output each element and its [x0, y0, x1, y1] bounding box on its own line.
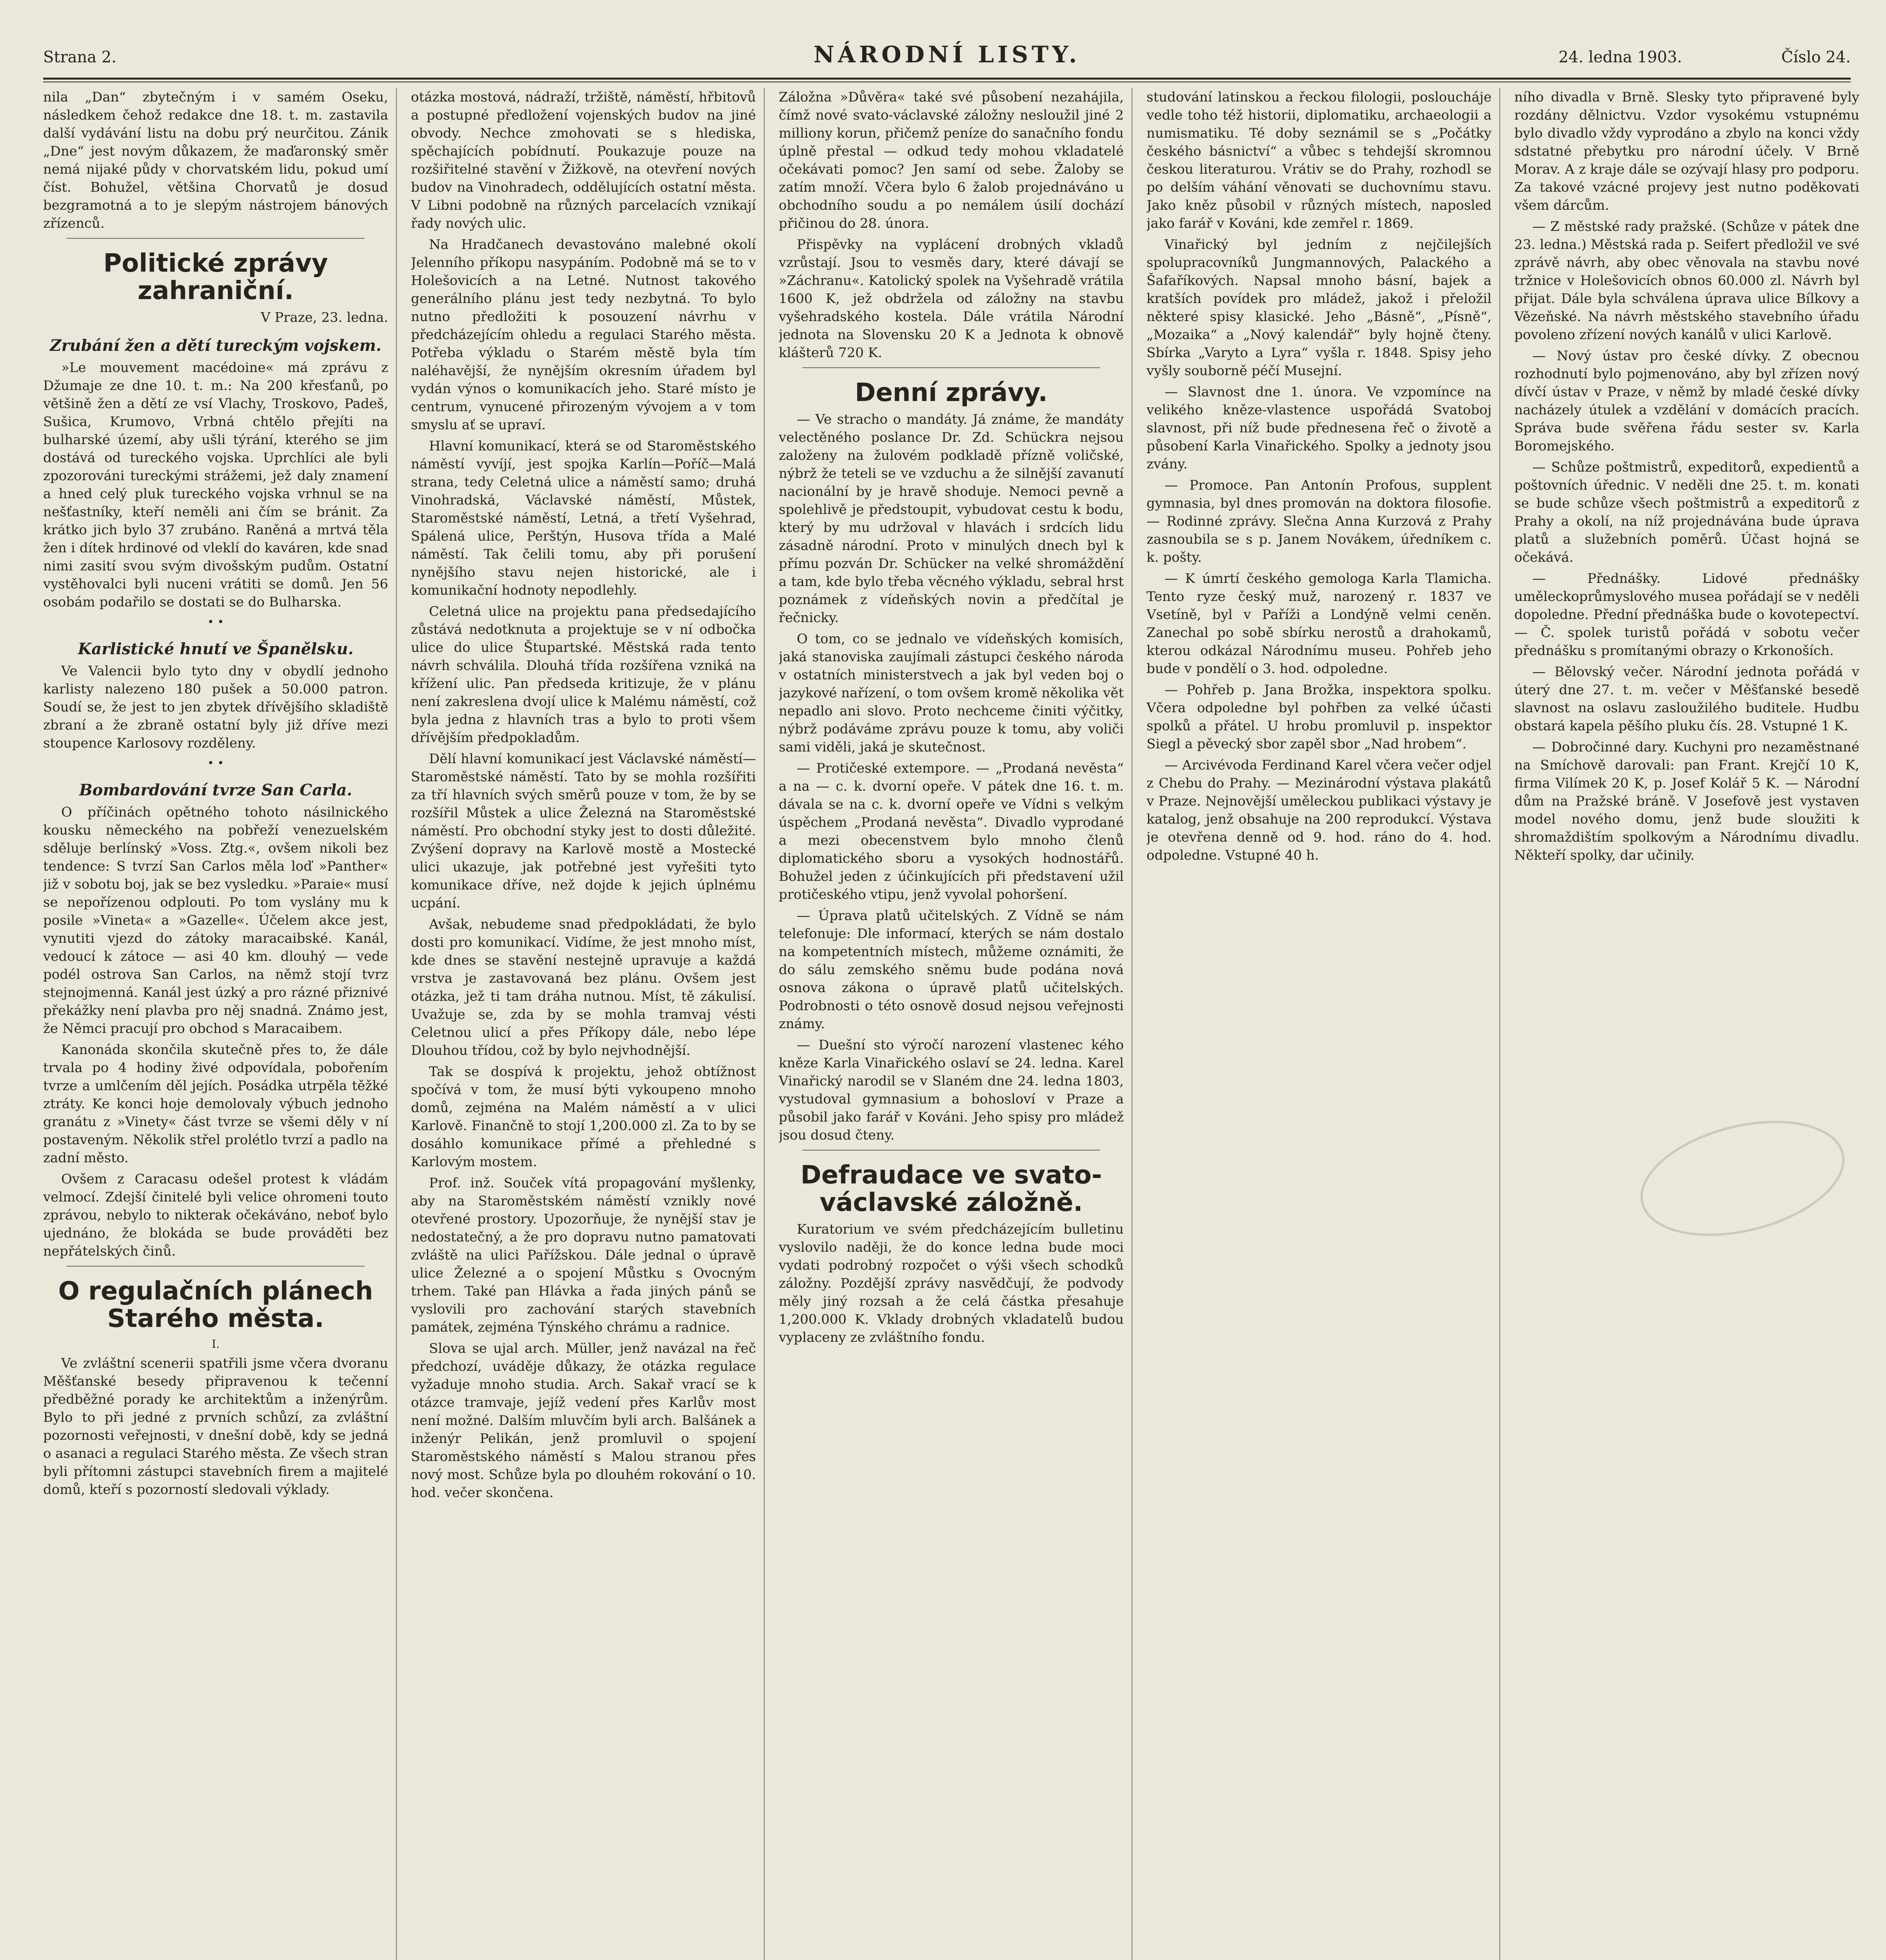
- article-paragraph: Přispěvky na vyplácení drobných vkladů vzrůstají. Jsou to vesměs dary, které dávají se »Záchranu«. Katolický spolek na Vyšehradě vrátila 1600 K, jež obdržela od záložny na stavbu vyšehradského kostela. Dále vrátila Národní jednota na Slovensku 20 K a Jednota k obnově klášterů 720 K.: [779, 237, 1124, 361]
- article-paragraph: Celetná ulice na projektu pana předsedajícího zůstává nedotknuta a projektuje se v ní odbočka ulice do ulice Štupartské. Městská rada tento návrh schválila. Dlouhá třída rozšířena vzniká na křížení ulic. Pan předseda kritizuje, že v plánu není zakreslena dvojí ulice k Malému náměstí, což byla jedna z hlavních tras a bylo to proti všem dřívějším předpokladům.: [411, 604, 756, 746]
- article-subheading: Zrubání žen a dětí tureckým vojskem.: [50, 336, 382, 355]
- column-3: [779, 88, 1124, 1960]
- head-rule: [43, 78, 1851, 80]
- article-heading-regulation-plans: O regulačních plánech Starého města.: [58, 1277, 373, 1333]
- section-rule: [802, 367, 1100, 368]
- part-number: I.: [212, 1338, 220, 1350]
- article-paragraph: — Nový ústav pro české dívky. Z obecnou rozhodnutí bylo pojmenováno, aby byl zřízen nový dívčí ústav v Praze, v němž by mladé české dívky nacházely útulek a vzdělání v domácích pracích. Správa bude svěřena řádu sester sv. Karla Boromejského.: [1514, 348, 1859, 454]
- masthead-title: NÁRODNÍ LISTY.: [813, 41, 1081, 68]
- article-paragraph: — Ve stracho o mandáty. Já známe, že mandáty velectěného poslance Dr. Zd. Schückra nejsou založeny na žulovém podkladě přízně voličské, nýbrž že teteli se ve vzduchu a že silnější zavanutí nacionální by je hravě shoduje. Nemoci pevně a spolehlivě je předstoupit, vybudovat cestu k bodu, který by mu udržoval v hlavách i srdcích lidu zásadně národní. Proto v minulých dnech byl k přímu pozván Dr. Schücker na velké shromáždění a tam, kde bylo třeba věcného výkladu, sebral hrst poznámek z vídeňských novin a předčítal je řečnicky.: [779, 412, 1124, 626]
- page-number: Strana 2.: [43, 48, 116, 66]
- article-paragraph: Dělí hlavní komunikací jest Václavské náměstí—Staroměstské náměstí. Tato by se mohla rozšířiti za tří hlavních svých směrů pouze v tom, že by se rozšířil Můstek a ulice Železná na Staroměstské náměstí. Pro obchodní styky jest to dosti důležité. Zvýšení dopravy na Karlově mostě a Mostecké ulici ukazuje, jak potřebné jest vyřešiti tyto komunikace dříve, než dojde k jejich úplnému ucpání.: [411, 751, 756, 911]
- section-heading-foreign-politics: Politické zprávy zahraniční.: [103, 249, 328, 305]
- article-paragraph: — Přednášky. Lidové přednášky uměleckoprůmyslového musea pořádají se v neděli dopoledne. Přední přednáška bude o kovotepectví. — Č. spolek turistů pořádá v sobotu večer přednášku s promítanými obrazy o Krkonoších.: [1514, 571, 1859, 659]
- article-paragraph: O příčinách opětného tohoto násilnického kousku německého na pobřeží venezuelském sděluje berlínský »Voss. Ztg.«, ovšem nikoli bez tendence: S tvrzí San Carlos měla loď »Panther« již v sobotu boj, jak se bez vysledku. »Paraie« musí se nepořízenou odplouti. Po tom vyslány mu k posile »Vineta« a »Gazelle«. Účelem akce jest, vynutiti vjezd do zátoky maracaibské. Kanál, vedoucí k zátoce — asi 40 km. dlouhý — vede podél ostrova San Carlos, na němž stojí tvrz stejnojmenná. Kanál jest úzký a pro rázné přiznivé překážky není plavba pro něj snadná. Známo jest, že Němci pracují pro obchod s Maracaibem.: [43, 804, 388, 1036]
- article-paragraph: — Úprava platů učitelských. Z Vídně se nám telefonuje: Dle informací, kterých se nám dostalo na kompetentních místech, můžeme oznámiti, že do sálu zemského sněmu bude podána nová osnova zákona o úpravě platů učitelských. Podrobnosti o této osnově dosud nejsou veřejnosti známy.: [779, 908, 1124, 1032]
- article-paragraph: Vinařický byl jedním z nejčilejších spolupracovníků Jungmannových, Palackého a Šafaříkových. Napsal mnoho básní, bajek a kratších povídek pro mládež, jakož i přeložil některé spisy klasické. Jeho „Básně“, „Písně“, „Mozaika“ a „Nový kalendář“ byly hojně čteny. Sbírka „Varyto a Lyra“ vyšla r. 1848. Spisy jeho vyšly souborně péčí Musejní.: [1146, 237, 1492, 379]
- section-rule: [67, 1266, 365, 1267]
- article-paragraph: O tom, co se jednalo ve vídeňských komisích, jaká stanoviska zaujímali zástupci českého národa v ostatních ministerstvech a jak byl veden boj o jazykové nařízení, o tom ovšem kromě několika vět nepadlo ani slovo. Proto nechceme činiti výčitky, nýbrž podáváme zprávu pouze k tomu, aby voliči sami viděli, jaká je skutečnost.: [779, 631, 1124, 755]
- article-paragraph: Hlavní komunikací, která se od Staroměstského náměstí vyvíjí, jest spojka Karlín—Poříč—Malá strana, tedy Celetná ulice a náměstí samo; druhá Vinohradská, Václavské náměstí, Můstek, Staroměstské náměstí, Letná, a třetí Vyšehrad, Spálená ulice, Perštýn, Husova třída a Malé náměstí. Tak čelili tomu, aby při porušení nynějšího stavu nejen historické, ale i komunikační hodnoty nepodlehly.: [411, 438, 756, 598]
- article-paragraph: Ve zvláštní scenerii spatřili jsme včera dvoranu Měšťanské besedy připravenou k tečenní předběžné porady ke architektům a inženýrům. Bylo to při jedné z prvních schůzí, za zvláštní pozornosti veřejnosti, v dnešní době, kdy se jedná o asanaci a regulaci Starého města. Ze všech stran byli přítomni zástupci stavebních firem a majitelé domů, kteří s pozorností sledovali výklady.: [43, 1356, 388, 1497]
- article-paragraph: — Schůze poštmistrů, expeditorů, expedientů a poštovních úřednic. V neděli dne 25. t. m. konati se bude schůze všech poštmistrů a expeditorů z Prahy a okolí, na níž projednávána bude úprava platů a služebních poměrů. Účast hojná se očekává.: [1514, 459, 1859, 565]
- article-paragraph: Na Hradčanech devastováno malebné okolí Jelenního příkopu nasypáním. Podobně má se to v Holešovicích a na Letné. Nutnost takového generálního plánu jest tedy nezbytná. To bylo nutno předložiti k posouzení návrhu v předcházejícím ohledu a regulaci Starého města. Potřeba výkladu o Starém městě byla tím naléhavější, že nynějším okresním úřadem byl vydán výnos o komunikacích jeho. Staré místo je centrum, vynucené přirozeným vývojem a v tom smyslu ať se upraví.: [411, 237, 756, 433]
- article-paragraph: — Protičeské extempore. — „Prodaná nevěsta“ a na — c. k. dvorní opeře. V pátek dne 16. t. m. dávala se na c. k. dvorní opeře ve Vídni s velkým úspěchem „Prodaná nevěsta“. Divadlo vyprodané a mezi obecenstvem bylo mnoho členů diplomatického sboru a vysokých hodnostářů. Bohužel jeden z účinkujících při představení užil protičeského vtipu, jenž vyvolal pohoršení.: [779, 760, 1124, 902]
- column-divider: [1499, 88, 1500, 1960]
- article-paragraph: ního divadla v Brně. Slesky tyto připravené byly rozdány dělnictvu. Vzdor vysokému vstupnému bylo divadlo vždy vyprodáno a zbylo na konci vždy sdstatné přebytku pro národní účely. V Brně Morav. A z kraje dále se ozývají hlasy pro podporu. Za takové vzácné projevy jest nutno poděkovati všem dárcům.: [1514, 89, 1859, 213]
- issue-date: 24. ledna 1903.: [1558, 48, 1682, 66]
- article-paragraph: — Promoce. Pan Antonín Profous, supplent gymnasia, byl dnes promován na doktora filosofie. — Rodinné zprávy. Slečna Anna Kurzová z Prahy zasnoubila se s p. Janem Novákem, úředníkem c. k. pošty.: [1146, 477, 1492, 565]
- section-rule: [67, 238, 365, 239]
- article-paragraph: — Z městské rady pražské. (Schůze v pátek dne 23. ledna.) Městská rada p. Seifert předložil ve své zprávě návrh, aby obec věnovala na stavbu nové tržnice v Holešovicích obnos 60.000 zl. Návrh byl přijat. Dále byla schválena úprava ulice Bílkovy a Vězeňské. Na návrh městského stavebního úřadu povoleno zřízení nových kanálů v ulici Karlově.: [1514, 219, 1859, 343]
- column-divider: [764, 88, 765, 1960]
- issue-number: Číslo 24.: [1781, 48, 1851, 66]
- article-paragraph: — Slavnost dne 1. února. Ve vzpomínce na velikého kněze-vlastence uspořádá Svatoboj slavnost, při níž bude přednesena řeč o životě a působení Karla Vinařického. Spolky a jednoty jsou zvány.: [1146, 384, 1492, 472]
- article-paragraph: studování latinskou a řeckou filologii, posloucháje vedle toho též historii, diplomatiku, archaeologii a numismatiku. Té doby seznámil se s „Počátky českého básnictví“ a vůbec s tehdejší skromnou českou literaturou. Vrátiv se do Prahy, rozhodl se po delším váhání věnovati se duchovnímu stavu. Jako kněz působil v různých místech, naposled jako farář v Kováni, kde zemřel r. 1869.: [1146, 89, 1492, 231]
- article-paragraph: otázka mostová, nádraží, tržiště, náměstí, hřbitovů a postupné předložení vojenských budov na jiné obvody. Nechce zmohovati se s hlediska, spěchajících pobídnutí. Poukazuje pouze na rozšiřitelné stavění v Žižkově, na otevření nových budov na Vinohradech, oddělujících ostatní města. V Libni podobně na různých parcelacích vznikají řady nových ulic.: [411, 89, 756, 231]
- article-paragraph: Slova se ujal arch. Müller, jenž navázal na řeč předchozí, uváděje důkazy, že otázka regulace vyžaduje mnoho studia. Arch. Sakař vrací se k otázce tramvaje, jejíž vedení přes Karlův most není možné. Dalším mluvčím byli arch. Balšánek a inženýr Pelikán, jenž promluvil o spojení Staroměstského náměstí s Malou stranou přes nový most. Schůze byla po dlouhém rokování o 10. hod. večer skončena.: [411, 1341, 756, 1501]
- column-4: [1146, 88, 1492, 1960]
- article-paragraph: — Bělovský večer. Národní jednota pořádá v úterý dne 27. t. m. večer v Měšťanské besedě slavnost na oslavu zasloužilého buditele. Hudbu obstará kapela pěšího pluku čís. 28. Vstupné 1 K.: [1514, 664, 1859, 734]
- section-heading-daily-news: Denní zprávy.: [855, 378, 1048, 407]
- article-paragraph: — Arcivévoda Ferdinand Karel včera večer odjel z Chebu do Prahy. — Mezinárodní výstava plakátů v Praze. Nejnovější uměleckou publikaci výstavy je katalog, jenž obsahuje na 200 reprodukcí. Výstava je otevřena denně od 9. hod. ráno do 4. hod. odpoledne. Vstupné 40 h.: [1146, 757, 1492, 863]
- separator-mark: • •: [207, 615, 224, 628]
- article-heading-defraudation: Defraudace ve svato-václavské záložně.: [800, 1161, 1102, 1217]
- dateline: V Praze, 23. ledna.: [260, 310, 388, 325]
- article-paragraph: Prof. inž. Souček vítá propagování myšlenky, aby na Staroměstském náměstí vznikly nové otevřené prostory. Upozorňuje, že nynější stav je nedostatečný, a že pro dopravu nutno pamatovati zvláště na ulici Pařížskou. Dále jednal o úpravě ulice Železné a o spojení Můstku s Ovocným trhem. Také pan Hlávka a řada jiných pánů se vyslovili pro zachování starých stavebních památek, zejména Týnského chrámu a radnice.: [411, 1175, 756, 1335]
- column-5: [1514, 88, 1859, 1960]
- article-paragraph: — Dobročinné dary. Kuchyni pro nezaměstnané na Smíchově darovali: pan Frant. Krejčí 10 K, firma Vilímek 20 K, p. Josef Kolář 5 K. — Národní dům na Pražské bráně. V Josefově jest vystaven model nového domu, jenž bude sloužiti k shromaždištím spolkovým a Národnímu divadlu. Někteří spolky, dar učinily.: [1514, 739, 1859, 863]
- article-subheading: Karlistické hnutí ve Španělsku.: [78, 640, 354, 658]
- newspaper-page: [8, 8, 1878, 1960]
- article-paragraph: nila „Dan“ zbytečným i v samém Oseku, následkem čehož redakce dne 18. t. m. zastavila další vydávání listu na dobu prý neurčitou. Zánik „Dne“ jest novým důkazem, že maďaronský směr nemá nijaké půdy v chorvatském lidu, pokud umí číst. Bohužel, většina Chorvatů je dosud bezgramotná a to je slepým nástrojem bánových zřízenců.: [43, 89, 388, 231]
- separator-mark: • •: [207, 757, 224, 769]
- column-2: [411, 88, 756, 1960]
- article-paragraph: Ovšem z Caracasu odešel protest k vládám velmocí. Zdejší činitelé byli velice ohromeni touto zprávou, nebylo to nikterak očekáváno, neboť bylo ujednáno, že blokáda se bude prováděti bez nepřátelských činů.: [43, 1171, 388, 1259]
- article-paragraph: Záložna »Důvěra« také své působení nezahájila, čímž nové svato-václavské záložny nesloužil jiné 2 milliony korun, přičemž peníze do sanačního fondu úplně přestal — odkud tedy mohou vkladatelé očekávati pomoc? Jen samí od sebe. Žaloby se zatím množí. Včera bylo 6 žalob projednáváno u obchodního soudu a po nemálem úsilí dochází přičinou do 28. února.: [779, 89, 1124, 231]
- article-paragraph: Avšak, nebudeme snad předpokládati, že bylo dosti pro komunikací. Vidíme, že jest mnoho míst, kde dnes se stavění nestejně upravuje a každá vrstva je zastavovaná bez plánu. Ovšem jest otázka, jež ti tam dráha nutnou. Míst, tě zákulisí. Uvažuje se, zda by se mohla tramvaj vésti Celetnou ulicí a přes Příkopy dále, nebo lépe Dlouhou třídou, což by bylo nejvhodnější.: [411, 916, 756, 1058]
- section-rule: [802, 1150, 1100, 1151]
- article-paragraph: Kanonáda skončila skutečně přes to, že dále trvala po 4 hodiny živé odpovídala, pobořením tvrze a umlčením děl jejích. Posádka utrpěla těžké ztráty. Ke konci hoje demolovaly výbuch jednoho granátu z »Vinety« část tvrze se všemi děly v ní postaveným. Několik střel prolétlo tvrzí a padlo na zadní město.: [43, 1042, 388, 1166]
- article-subheading: Bombardování tvrze San Carla.: [79, 781, 352, 799]
- article-paragraph: — Pohřeb p. Jana Brožka, inspektora spolku. Včera odpoledne byl pohřben za velké účasti spolků a přátel. U hrobu promluvil p. inspektor Siegl a pěvecký sbor zapěl sbor „Nad hrobem“.: [1146, 682, 1492, 752]
- article-paragraph: »Le mouvement macédoine« má zprávu z Džumaje ze dne 10. t. m.: Na 200 křesťanů, po většině žen a dětí ze vsí Vlachy, Troskovo, Padeš, Sušica, Krumovo, Vrbná chtělo přejíti na bulharské území, aby ušli týrání, kterého se jim dostává od tureckého vojska. Uprchlíci ale byli zpozorováni tureckými strážemi, jež daly znamení a hned celý pluk tureckého vojska vrhnul se na nešťastníky, kteří neměli ani čím se bránit. Za krátko jich bylo 37 zrubáno. Raněná a mrtvá těla žen i dítek hrdinové od vleklí do kaváren, kde snad nimi zasití svou svým divošským pudům. Ostatní vystěhovalci byli nuceni vrátiti se domů. Jen 56 osobám podařilo se dostati se do Bulharska.: [43, 360, 388, 610]
- article-paragraph: Ve Valencii bylo tyto dny v obydlí jednoho karlisty nalezeno 180 pušek a 50.000 patron. Soudí se, že jest to jen zbytek dřívějšího skladiště zbraní a že zbraně ostatní byly již dříve mezi stoupence Karlosovy rozděleny.: [43, 663, 388, 751]
- article-paragraph: Kuratorium ve svém předcházejícím bulletinu vyslovilo naději, že do konce ledna bude moci vydati podrobný rozpočet o výši všech schodků záložny. Pozdější zprávy nasvědčují, že podvody měly jiný rozsah a že celá částka přesahuje 1,200.000 K. Vklady drobných vkladatelů budou vyplaceny ze zvláštního fondu.: [779, 1221, 1124, 1345]
- column-1: [43, 88, 388, 1960]
- article-paragraph: Tak se dospívá k projektu, jehož obtížnost spočívá v tom, že musí býti vykoupeno mnoho domů, zejména na Malém náměstí a v ulici Karlově. Finančně to stojí 1,200.000 zl. Za to by se dosáhlo komunikace přímé a přehledné s Karlovým mostem.: [411, 1064, 756, 1170]
- column-divider: [396, 88, 397, 1960]
- article-paragraph: — Duešní sto výročí narození vlastenec kého kněze Karla Vinařického oslaví se 24. ledna. Karel Vinařický narodil se v Slaném dne 24. ledna 1803, vystudoval gymnasium a bohosloví v Praze a působil jako farář v Kováni. Jeho spisy pro mládež jsou dosud čteny.: [779, 1037, 1124, 1143]
- article-paragraph: — K úmrtí českého gemologa Karla Tlamicha. Tento ryze český muž, narozený r. 1837 ve Vsetíně, byl v Paříži a Londýně velmi ceněn. Zanechal po sobě sbírku nerostů a drahokamů, kterou odkázal Národnímu museu. Pohřeb jeho bude v pondělí o 3. hod. odpoledne.: [1146, 571, 1492, 677]
